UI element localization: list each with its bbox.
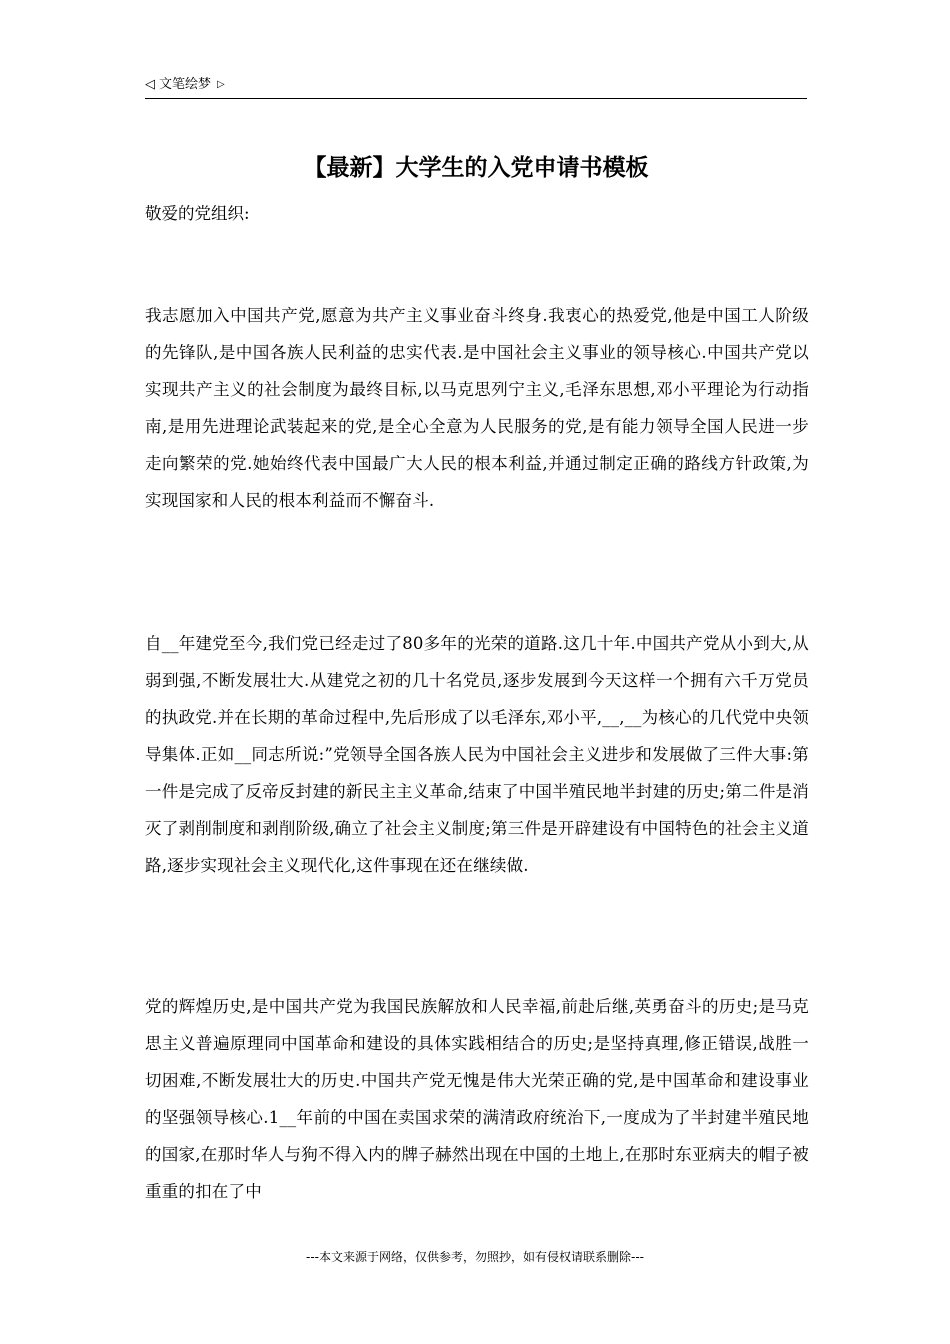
salutation: 敬爱的党组织: (145, 204, 250, 223)
triangle-right-icon: ▷ (217, 79, 225, 90)
triangle-left-icon: ◁ (145, 77, 155, 92)
document-title: 【最新】大学生的入党申请书模板 (303, 155, 649, 181)
paragraph-1: 我志愿加入中国共产党,愿意为共产主义事业奋斗终身.我衷心的热爱党,他是中国工人阶级的先锋队,是中国各族人民利益的忠实代表.是中国社会主义事业的领导核心.中国共产党以实现共产主义的社会制度为最终目标,以马克思列宁主义,毛泽东思想,邓小平理论为行动指南,是用先进理论武装起来的党,是全心全意为人民服务的党,是有能力领导全国人民进一步走向繁荣的党.她始终代表中国最广大人民的根本利益,并通过制定正确的路线方针政策,为实现国家和人民的根本利益而不懈奋斗. (145, 306, 809, 510)
paragraph-3: 党的辉煌历史,是中国共产党为我国民族解放和人民幸福,前赴后继,英勇奋斗的历史;是马克思主义普遍原理同中国革命和建设的具体实践相结合的历史;是坚持真理,修正错误,战胜一切困难,不断发展壮大的历史.中国共产党无愧是伟大光荣正确的党,是中国革命和建设事业的坚强领导核心.1__年前的中国在卖国求荣的满清政府统治下,一度成为了半封建半殖民地的国家,在那时华人与狗不得入内的牌子赫然出现在中国的土地上,在那时东亚病夫的帽子被重重的扣在了中 (145, 997, 809, 1201)
page-header (145, 74, 807, 99)
footer-notice: ---本文来源于网络，仅供参考，勿照抄，如有侵权请联系删除--- (306, 1250, 644, 1264)
paragraph-2: 自__年建党至今,我们党已经走过了80多年的光荣的道路.这几十年.中国共产党从小到大,从弱到强,不断发展壮大.从建党之初的几十名党员,逐步发展到今天这样一个拥有六千万党员的执政党.并在长期的革命过程中,先后形成了以毛泽东,邓小平,__,__为核心的几代党中央领导集体.正如__同志所说:”党领导全国各族人民为中国社会主义进步和发展做了三件大事:第一件是完成了反帝反封建的新民主主义革命,结束了中国半殖民地半封建的历史;第二件是消灭了剥削制度和剥削阶级,确立了社会主义制度;第三件是开辟建设有中国特色的社会主义道路,逐步实现社会主义现代化,这件事现在还在继续做. (145, 634, 809, 875)
brand-name: 文笔绘梦 (159, 77, 212, 92)
